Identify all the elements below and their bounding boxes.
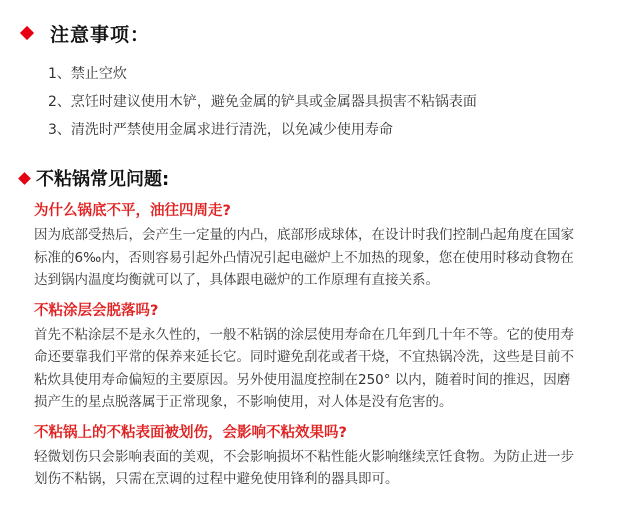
faq-answer-line: 首先不粘涂层不是永久性的，一般不粘锅的涂层使用寿命在几年到几十年不等。它的使用寿 xyxy=(34,326,574,343)
notice-list xyxy=(48,60,602,144)
red-diamond-icon xyxy=(20,26,34,40)
faq-item xyxy=(34,300,605,414)
notice-title: 注意事项： xyxy=(50,23,151,46)
faq-item xyxy=(34,200,605,292)
faq-question: 不粘锅上的不粘表面被划伤，会影响不粘效果吗? xyxy=(34,424,347,441)
notice-heading xyxy=(22,18,602,48)
notice-item: 2、烹饪时建议使用木铲，避免金属的铲具或金属器具损害不粘锅表面 xyxy=(48,94,477,110)
faq-heading xyxy=(20,164,605,192)
faq-answer xyxy=(34,224,605,292)
faq-answer-line: 粘炊具使用寿命偏短的主要原因。另外使用温度控制在250° 以内，随着时间的推迟，因磨 xyxy=(34,371,571,388)
faq-answer xyxy=(34,446,605,491)
faq-answer-line: 命还要靠我们平常的保养来延长它。同时避免刮花或者干烧，不宜热锅冷洗，这些是目前不 xyxy=(34,349,574,365)
notice-section xyxy=(22,18,602,144)
faq-answer-line: 损产生的星点脱落属于正常现象，不影响使用，对人体是没有危害的。 xyxy=(34,394,453,410)
faq-answer xyxy=(34,324,605,414)
faq-title: 不粘锅常见问题: xyxy=(36,169,170,190)
faq-question: 为什么锅底不平，油往四周走? xyxy=(34,203,231,219)
notice-item: 3、清洗时严禁使用金属求进行清洗，以免减少使用寿命 xyxy=(48,122,393,138)
faq-section xyxy=(20,164,605,491)
notice-item: 1、禁止空炊 xyxy=(48,66,127,82)
faq-answer-line: 标准的6‰内，否则容易引起外凸情况引起电磁炉上不加热的现象，您在使用时移动食物在 xyxy=(34,249,574,266)
faq-answer-line: 轻微划伤只会影响表面的美观，不会影响损坏不粘性能火影响继续烹饪食物。为防止进一步 xyxy=(34,448,574,465)
faq-question: 不粘涂层会脱落吗? xyxy=(34,302,159,319)
faq-item xyxy=(34,422,605,491)
red-diamond-icon xyxy=(18,172,31,185)
faq-answer-line: 达到锅内温度均衡就可以了，具体跟电磁炉的工作原理有直接关系。 xyxy=(34,272,439,288)
faq-answer-line: 因为底部受热后，会产生一定量的内凸，底部形成球体，在设计时我们控制凸起角度在国家 xyxy=(34,227,574,243)
faq-answer-line: 划伤不粘锅，只需在烹调的过程中避免使用锋利的器具即可。 xyxy=(34,471,399,487)
